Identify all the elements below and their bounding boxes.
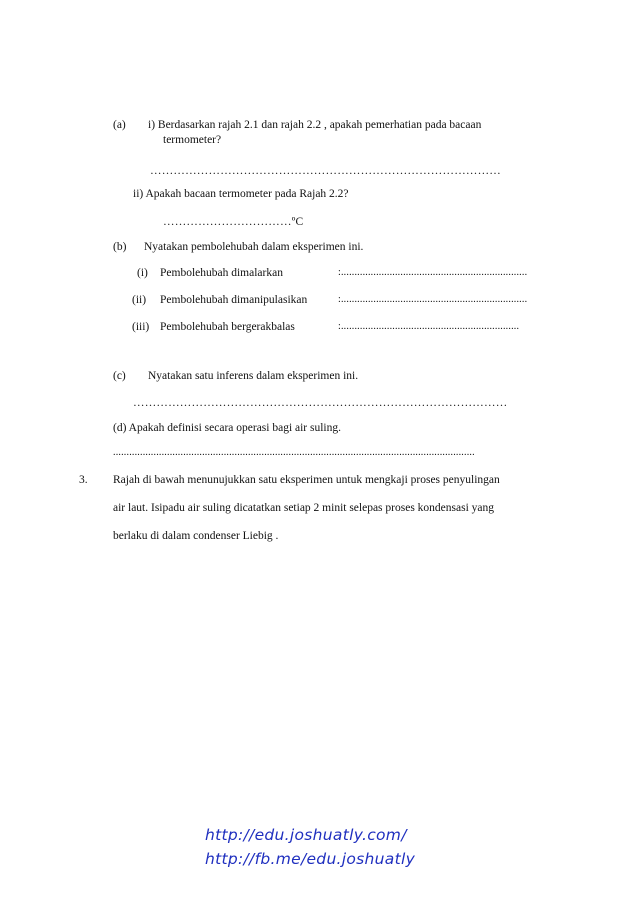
footer-link-website[interactable]: http://edu.joshuatly.com/ bbox=[205, 826, 407, 844]
part-c-answer-line: …………………………………………………………………………………… bbox=[133, 397, 508, 409]
part-b-label: (b) bbox=[113, 241, 127, 253]
part-a-label: (a) bbox=[113, 119, 126, 131]
part-c-question: Nyatakan satu inferens dalam eksperimen ini. bbox=[148, 370, 359, 382]
part-a-i-question-cont: termometer? bbox=[163, 134, 222, 146]
part-a-i-question: i) Berdasarkan rajah 2.1 dan rajah 2.2 , apakah pemerhatian pada bacaan bbox=[148, 119, 482, 131]
part-b-item-label: Pembolehubah dimalarkan bbox=[160, 267, 283, 279]
footer-link-facebook[interactable]: http://fb.me/edu.joshuatly bbox=[205, 850, 416, 868]
part-b-item-label: Pembolehubah bergerakbalas bbox=[160, 321, 295, 333]
question-3-line: Rajah di bawah menunujukkan satu eksperimen untuk mengkaji proses penyulingan bbox=[113, 474, 500, 486]
question-3-line: berlaku di dalam condenser Liebig . bbox=[113, 530, 279, 542]
part-b-item-answer-line: :..................................................................... bbox=[338, 294, 528, 305]
part-b-item-answer-line: :.................................................................. bbox=[338, 321, 520, 332]
part-c-label: (c) bbox=[113, 370, 126, 382]
part-b-question: Nyatakan pembolehubah dalam eksperimen ini. bbox=[144, 241, 364, 253]
part-a-ii-answer-line: ……………………………ºC bbox=[163, 216, 304, 228]
part-a-ii-question: ii) Apakah bacaan termometer pada Rajah 2.2? bbox=[133, 188, 349, 200]
part-b-item-num: (i) bbox=[137, 267, 148, 279]
part-b-item-label: Pembolehubah dimanipulasikan bbox=[160, 294, 308, 306]
part-a-i-answer-line: ……………………………………………………………………………… bbox=[150, 165, 501, 177]
part-d-question: (d) Apakah definisi secara operasi bagi air suling. bbox=[113, 422, 342, 434]
part-d-answer-line: ...................................................................................................................................... bbox=[113, 447, 475, 458]
part-b-item-answer-line: :..................................................................... bbox=[338, 267, 528, 278]
question-3-line: air laut. Isipadu air suling dicatatkan setiap 2 minit selepas proses kondensasi yang bbox=[113, 502, 495, 514]
part-b-item-num: (ii) bbox=[132, 294, 147, 306]
question-3-number: 3. bbox=[79, 474, 88, 486]
part-b-item-num: (iii) bbox=[132, 321, 150, 333]
